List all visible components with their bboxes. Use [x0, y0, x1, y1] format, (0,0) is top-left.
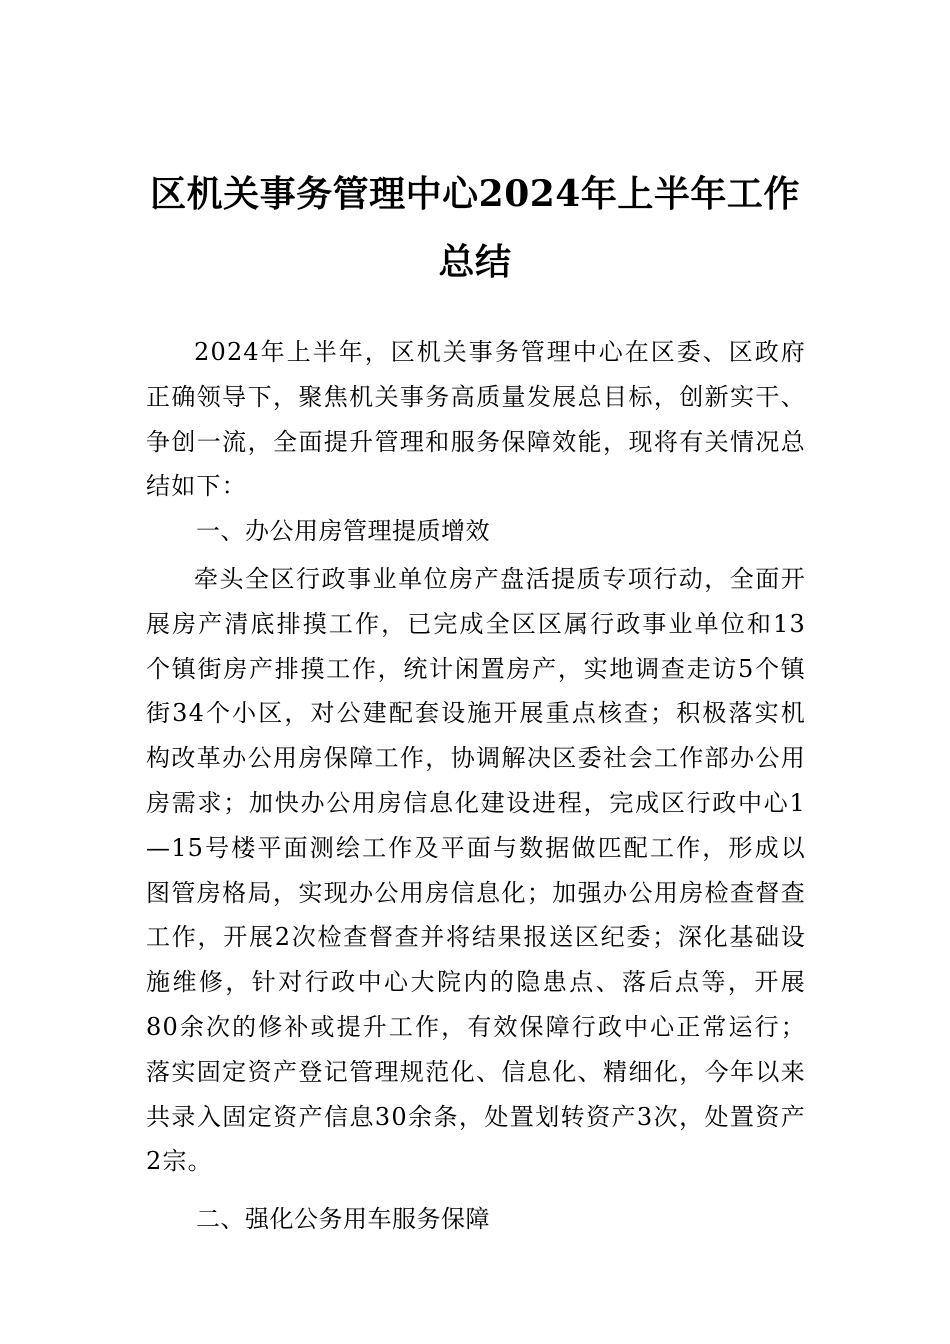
- section-1-paragraph: 牵头全区行政事业单位房产盘活提质专项行动，全面开展房产清底排摸工作，已完成全区区属行政事业单位和13个镇街房产排摸工作，统计闲置房产，实地调查走访5个镇街34个小区，对公建配套设施开展重点核查；积极落实机构改革办公用房保障工作，协调解决区委社会工作部办公用房需求；加快办公用房信息化建设进程，完成区行政中心1—15号楼平面测绘工作及平面与数据做匹配工作，形成以图管房格局，实现办公用房信息化；加强办公用房检查督查工作，开展2次检查督查并将结果报送区纪委；深化基础设施维修，针对行政中心大院内的隐患点、落后点等，开展80余次的修补或提升工作，有效保障行政中心正常运行；落实固定资产登记管理规范化、信息化、精细化，今年以来共录入固定资产信息30余条，处置划转资产3次，处置资产2宗。: [146, 564, 806, 1176]
- section-heading-1: 一、办公用房管理提质增效: [196, 517, 490, 546]
- section-heading-2: 二、强化公务用车服务保障: [196, 1205, 490, 1234]
- document-title: 区机关事务管理中心2024年上半年工作总结: [150, 173, 800, 283]
- intro-paragraph: 2024年上半年，区机关事务管理中心在区委、区政府正确领导下，聚焦机关事务高质量发展总目标，创新实干、争创一流，全面提升管理和服务保障效能，现将有关情况总结如下：: [146, 338, 806, 501]
- document-body: [146, 330, 806, 1242]
